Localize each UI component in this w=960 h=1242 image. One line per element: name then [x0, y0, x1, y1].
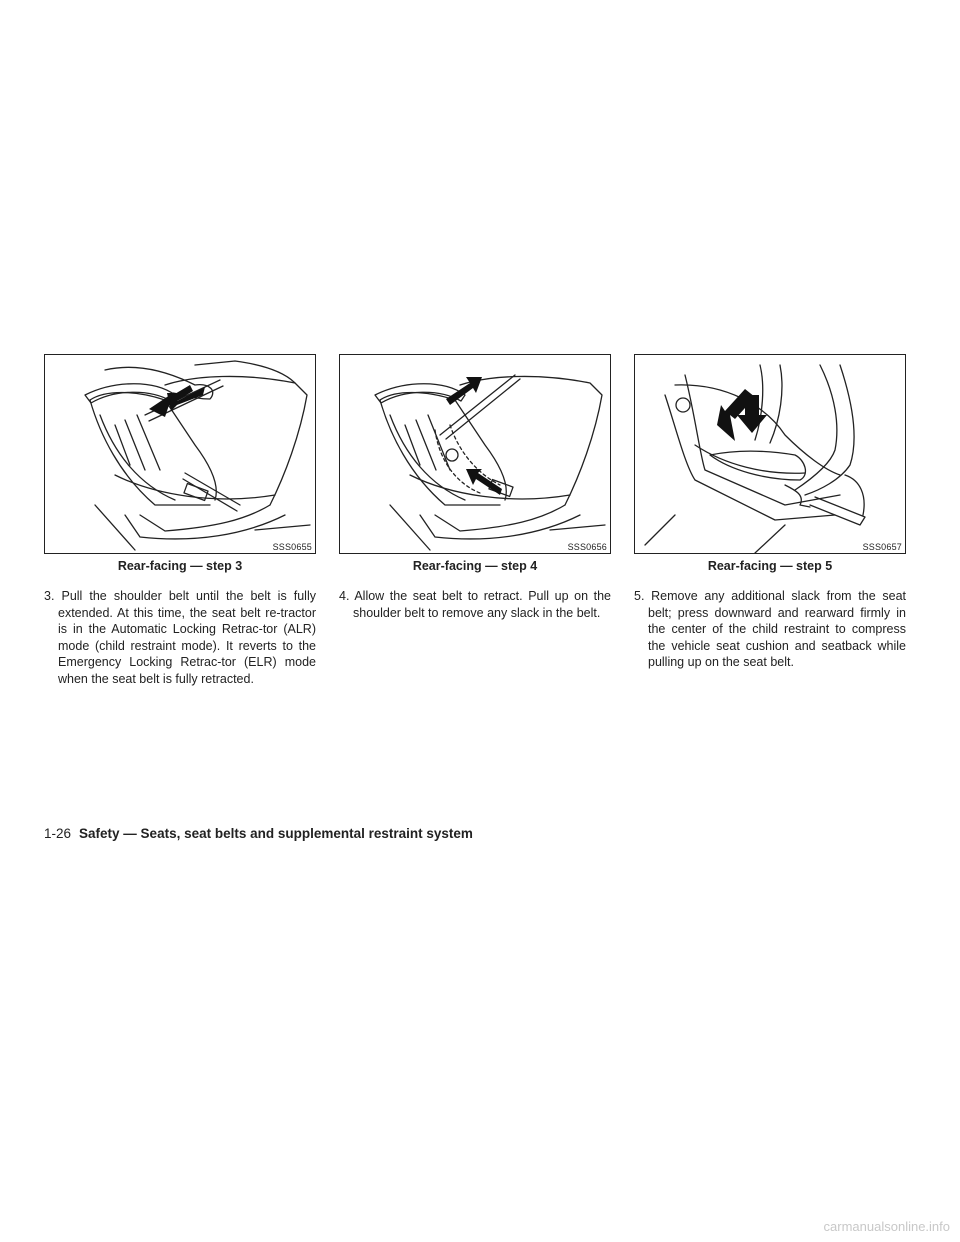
watermark: carmanualsonline.info — [823, 1219, 950, 1234]
child-seat-illustration-step-5 — [635, 355, 905, 553]
page-number: 1-26 — [44, 826, 72, 841]
step-5-text: 5. Remove any additional slack from the seat belt; press downward and rearward firmly in the center of the child restraint to compress the vehicle seat cushion and seatback while pulling up on the seat belt. — [634, 589, 906, 669]
figure-rear-facing-step-4 — [339, 354, 611, 554]
figure-code: SSS0657 — [862, 542, 902, 552]
figure-caption: Rear-facing — step 3 — [117, 559, 243, 573]
figure-caption: Rear-facing — step 4 — [412, 559, 538, 573]
section-title: Safety — Seats, seat belts and supplemental restraint system — [79, 826, 473, 841]
child-seat-illustration-step-3 — [45, 355, 315, 553]
step-4-text: 4. Allow the seat belt to retract. Pull up on the shoulder belt to remove any slack in the belt. — [339, 589, 611, 620]
figure-rear-facing-step-5 — [634, 354, 906, 554]
step-3-text: 3. Pull the shoulder belt until the belt is fully extended. At this time, the seat belt re-tractor is in the Automatic Locking Retrac-tor (ALR) mode (child restraint mode). It reverts to the Emergency Locking Retrac-tor (ELR) mode when the seat belt is fully retracted. — [44, 589, 316, 686]
child-seat-illustration-step-4 — [340, 355, 610, 553]
step-4-column — [339, 354, 611, 634]
page-footer — [44, 826, 473, 841]
step-3-column — [44, 354, 316, 700]
figure-code: SSS0655 — [272, 542, 312, 552]
figure-code: SSS0656 — [567, 542, 607, 552]
figure-caption: Rear-facing — step 5 — [707, 559, 833, 573]
figure-rear-facing-step-3 — [44, 354, 316, 554]
step-5-column — [634, 354, 906, 683]
